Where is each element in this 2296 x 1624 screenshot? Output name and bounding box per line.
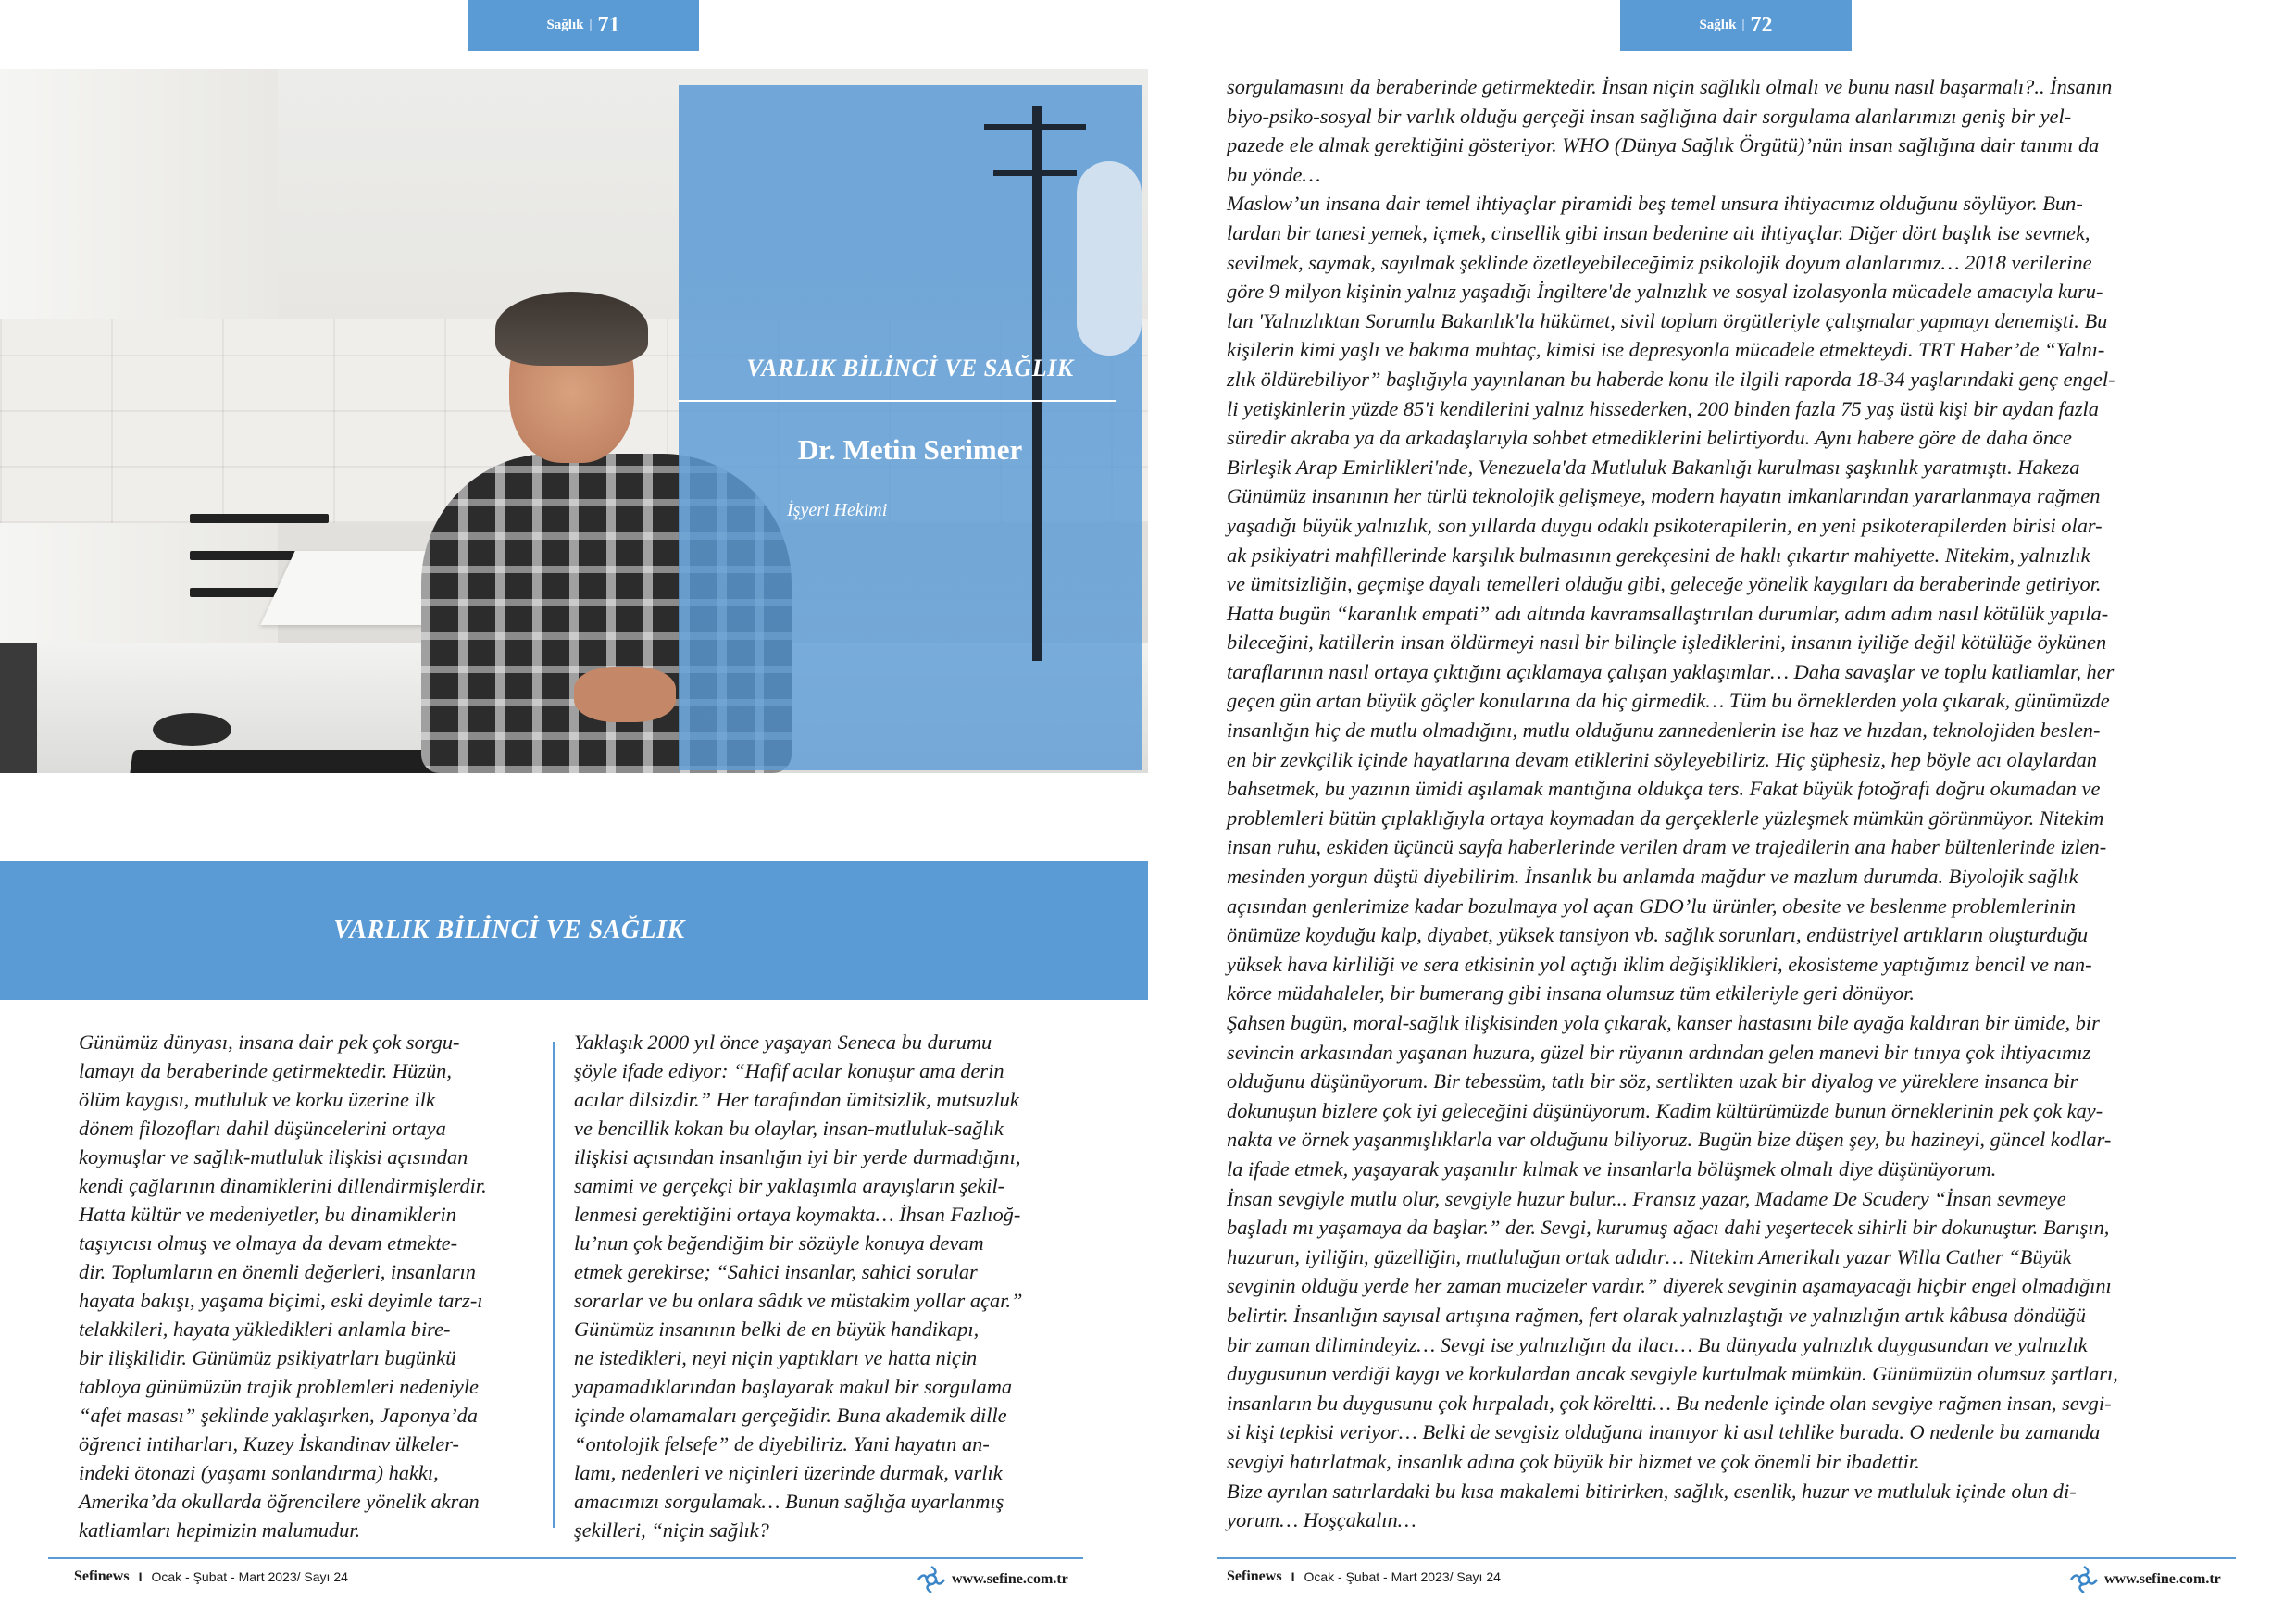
text-line: dokunuşun bizlere çok iyi geleceğini düşünüyorum. Kadim kültürümüzde bunun örneklerinin pek çok kay- (1227, 1098, 2103, 1122)
text-line: mesinden yorgun düştü diyebilirim. İnsanlık bu anlamda mağdur ve mazlum durumda. Biyolojik sağlık (1227, 865, 2078, 889)
text-line: Hatta bugün “karanlık empati” adı altında kavramsallaştırılan durumlar, adım adım nasıl kötülük yapıla- (1227, 601, 2109, 625)
author-name: Dr. Metin Serimer (797, 433, 1023, 466)
article-title-banner (0, 861, 1148, 1000)
text-line: İnsan sevgiyle mutlu olur, sevgiyle huzur bulur... Fransız yazar, Madame De Scudery “İnsan sevmeye (1227, 1186, 2066, 1210)
page-72 (1148, 0, 2296, 1624)
footer-url[interactable]: www.sefine.com.tr (2104, 1571, 2221, 1587)
body-column-2 (574, 1028, 1079, 1544)
text-line: koymuşlar ve sağlık-mutluluk ilişkisi açısından (79, 1145, 468, 1168)
sefine-logo-icon (2069, 1565, 2099, 1594)
footer-website (917, 1565, 1068, 1594)
text-line: bir zaman dilimindeyiz… Sevgi ise yalnızlığın da ilacı… Bu dünyada yalnızlık duygusundan ve yalnızlık (1227, 1332, 2088, 1356)
footer-website (2069, 1565, 2221, 1594)
text-line: katliamları hepimizin malumudur. (79, 1518, 361, 1542)
text-line: ne istedikleri, neyi niçin yaptıkları ve hatta niçin (574, 1346, 978, 1369)
footer-rule (48, 1557, 1083, 1559)
text-line: Şahsen bugün, moral-sağlık ilişkisinden yola çıkarak, kanser hastasını bile ayağa kaldıran bir ümide, bir (1227, 1011, 2100, 1034)
text-line: “afet masası” şeklinde yaklaşırken, Japonya’da (79, 1404, 478, 1427)
text-line: lan 'Yalnızlıktan Sorumlu Bakanlık'la hükümet, sivil toplum örgütleriyle çalışmalar yapmayı denemişti. Bu (1227, 308, 2108, 332)
text-line: ve ümitsizliğin, geçmişe dayalı temelleri olduğu gibi, geleceğe yönelik kaygıları da beraberinde getiriyor. (1227, 572, 2102, 596)
photo-monitor (0, 643, 37, 773)
text-line: yorum… Hoşçakalın… (1227, 1508, 1416, 1532)
text-line: içinde olamamaları gerçeğidir. Buna akademik dille (574, 1404, 1007, 1427)
text-line: insanların bu duygusunu çok hırpaladı, çok köreltti… Bu nedenle içinde olan sevgiye rağmen insan, sevgi- (1227, 1391, 2112, 1415)
footer-separator: I (1291, 1569, 1295, 1584)
footer-rule (1217, 1557, 2236, 1559)
text-line: kendi çağlarının dinamiklerini dillendirmişlerdir. (79, 1174, 487, 1197)
text-line: sevginin olduğu yerde her zaman mucizeler vardır.” diyerek sevginin aşamayacağı hiçbir engel olmadığını (1227, 1274, 2112, 1298)
text-line: li yetişkinlerin yüzde 85'i kendilerini yalnız hissederken, 200 binden fazla 75 yaş üstü kişi bir aydan fazla (1227, 396, 2099, 420)
text-line: yaşadığı büyük yalnızlık, son yıllarda duygu odaklı psikoterapilerin, en yeni psikoterapilerden birisi olar- (1227, 513, 2103, 537)
page-tab-section: Sağlık (546, 18, 584, 32)
text-line: insanlığın hiç de mutlu olmadığını, mutlu olduğunu zannedenlerin ise haz ve hızdan, teknolojiden beslen- (1227, 718, 2101, 743)
text-line: Birleşik Arap Emirlikleri'nde, Venezuela'da Mutluluk Bakanlığı kurulması şaşkınlık yaratmıştı. Hakeza (1227, 455, 2080, 479)
footer-issue (1227, 1568, 1501, 1585)
text-line: acılar dilsizdir.” Her tarafından ümitsizlik, mutsuzluk (574, 1088, 1019, 1111)
text-line: bir ilişkilidir. Günümüz psikiyatrları bugünkü (79, 1346, 456, 1369)
text-line: “ontolojik felsefe” de diyebiliriz. Yani hayatın an- (574, 1432, 990, 1455)
column-divider (553, 1042, 555, 1528)
body-column (1227, 72, 2227, 1535)
text-line: lamı, nedenleri ve niçinleri üzerinde durmak, varlık (574, 1461, 1003, 1484)
text-line: açısından genlerimize kadar bozulmaya yol açan GDO’lu ürünler, obesite ve beslenme problemlerinin (1227, 893, 2077, 918)
text-line: sevincin arkasından yaşanan huzura, güzel bir rüyanın ardından gelen manevi bir tınıya çok ihtiyacımız (1227, 1040, 2091, 1064)
author-role: İşyeri Hekimi (787, 500, 888, 520)
text-line: telakkileri, hayata yükledikleri anlamla bire- (79, 1318, 451, 1341)
text-line: Maslow’un insana dair temel ihtiyaçlar piramidi beş temel unsura ihtiyacımız olduğunu söylüyor. Bun- (1227, 192, 2083, 216)
text-line: lardan bir tanesi yemek, içmek, cinsellik gibi insan bedenine ait ihtiyaçlar. Diğer dört başlık ise sevmek, (1227, 220, 2090, 244)
text-line: ölüm kaygısı, mutluluk ve korku üzerine ilk (79, 1088, 435, 1111)
article-title: VARLIK BİLİNCİ VE SAĞLIK (333, 916, 685, 944)
text-line: sevilmek, saymak, sayılmak şeklinde özetleyebileceğimiz psikolojik doyum alanlarımız… 2018 verilerine (1227, 250, 2092, 274)
text-line: öğrenci intiharları, Kuzey İskandinav ülkeler- (79, 1432, 460, 1455)
text-line: Yaklaşık 2000 yıl önce yaşayan Seneca bu durumu (574, 1031, 992, 1054)
text-line: Günümüz dünyası, insana dair pek çok sorgu- (79, 1031, 460, 1054)
text-line: taşıyıcısı olmuş ve olmaya da devam etmekte- (79, 1231, 458, 1255)
page-tab (1620, 0, 1852, 51)
text-line: problemleri bütün çıplaklığıyla ortaya koymadan da gerçeklerle yüzleşmek mümkün görünmüyor. Nitekim (1227, 806, 2104, 830)
text-line: körce müdahaleler, bir bumerang gibi insana olumsuz tüm etkileriyle geri dönüyor. (1227, 981, 1915, 1006)
overlay-divider (679, 400, 1116, 402)
text-line: samimi ve gerçekçi bir yaklaşımla arayışların şekil- (574, 1174, 1005, 1197)
text-line: yüksek hava kirliliği ve sera etkisinin yol açtığı iklim değişiklikleri, ekosisteme yaptığımız bencil ve nan- (1227, 952, 2092, 976)
overlay-article-title: VARLIK BİLİNCİ VE SAĞLIK (746, 355, 1074, 381)
page-number: 71 (597, 13, 620, 37)
text-line: sorgulamasını da beraberinde getirmektedir. İnsan niçin sağlıklı olmalı ve bunu nasıl başarmalı?.. İnsanın (1227, 75, 2113, 98)
text-line: duygusunun verdiği kaygı ve korkulardan ancak sevgiyle kurtulmak mümkün. Günümüzün olumsuz şartları, (1227, 1362, 2118, 1386)
text-line: Günümüz insanının belki de en büyük handikapı, (574, 1318, 980, 1341)
text-line: en bir zevkçilik içinde hayatlarına devam etiklerini söyleyebiliriz. Hiç şüphesiz, hep böyle acı olaylardan (1227, 747, 2097, 771)
text-line: sevgiyi hatırlatmak, insanlık adına çok büyük bir hizmet ve çok önemli bir ibadettir. (1227, 1449, 1920, 1473)
footer-brand: Sefinews (74, 1568, 130, 1584)
photo-title-overlay (679, 85, 1142, 770)
page-tab-separator: | (589, 18, 593, 32)
text-line: indeki ötonazi (yaşamı sonlandırma) hakkı, (79, 1461, 439, 1484)
text-line: nakta ve örnek yaşanmışlıklarla var olduğunu biliyoruz. Bugün bize düşen şey, bu hazineyi, güncel kodlar- (1227, 1128, 2112, 1152)
footer-separator: I (138, 1569, 143, 1584)
text-line: şöyle ifade ediyor: “Hafif acılar konuşur ama derin (574, 1059, 1004, 1082)
sefine-logo-icon (917, 1565, 946, 1594)
text-line: yapamadıklarından başlayarak makul bir sorgulama (574, 1375, 1013, 1398)
page-number: 72 (1750, 13, 1773, 37)
text-line: pazede ele almak gerektiğini gösteriyor. WHO (Dünya Sağlık Örgütü)’nün insan sağlığına dair tanımı da (1227, 133, 2100, 157)
page-tab-separator: | (1741, 18, 1745, 32)
text-line: ak psikiyatri mahfillerinde karşılık bulmasının gerekçesini de haklı çıkartır mahiyette. Nitekim, yalnızlık (1227, 543, 2090, 567)
text-line: biyo-psiko-sosyal bir varlık olduğu gerçeği insan sağlığına dair sorgulama alanlarımızı geniş bir yel- (1227, 104, 2072, 128)
text-line: ve bencillik kokan bu olaylar, insan-mutluluk-sağlık (574, 1117, 1004, 1140)
text-line: lenmesi gerektiğini ortaya koymakta… İhsan Fazlıoğ- (574, 1203, 1021, 1226)
text-line: amacımızı sorgulamak… Bunun sağlığa uyarlanmış (574, 1490, 1004, 1513)
text-line: Hatta kültür ve medeniyetler, bu dinamiklerin (79, 1203, 456, 1226)
footer-issue (74, 1568, 348, 1585)
text-line: geçen gün artan büyük göçler konularına da hiç girmedik… Tüm bu örneklerden yola çıkarak, günümüzde (1227, 689, 2110, 713)
text-line: Amerika’da okullarda öğrencilere yönelik akran (79, 1490, 480, 1513)
text-line: dönem filozofları dahil düşüncelerini ortaya (79, 1117, 446, 1140)
text-line: insan ruhu, eskiden üçüncü sayfa haberlerinde verilen dram ve trajedilerin ana haber bültenlerinde izlen- (1227, 835, 2107, 859)
text-line: başladı mı yaşamaya da başlar.” der. Sevgi, kurumuş ağacı dahi yeşertecek sihirli bir dokunuştur. Barışın, (1227, 1216, 2110, 1240)
page-tab-section: Sağlık (1699, 18, 1737, 32)
photo-coat-rack (1021, 106, 1053, 661)
body-column-1 (79, 1028, 542, 1544)
footer-brand: Sefinews (1227, 1568, 1282, 1584)
text-line: süredir akraba ya da arkadaşlarıyla sohbet etmediklerini belirtiyordu. Aynı habere göre de daha önce (1227, 426, 2072, 450)
footer-issue-date: Ocak - Şubat - Mart 2023/ Sayı 24 (1304, 1569, 1501, 1584)
footer-url[interactable]: www.sefine.com.tr (952, 1571, 1068, 1587)
text-line: önümüze koyduğu kalp, diyabet, yüksek tansiyon vb. sağlık sorunları, endüstriyel artıkların oluşturduğu (1227, 923, 2089, 947)
text-line: bahsetmek, bu yazının ümidi aşılamak mantığına oldukça ters. Fakat büyük fotoğrafı doğru okumadan ve (1227, 777, 2101, 801)
text-line: bu yönde… (1227, 162, 1321, 186)
text-line: lamayı da beraberinde getirmektedir. Hüzün, (79, 1059, 452, 1082)
text-line: lu’nun çok beğendiğim bir sözüyle konuya devam (574, 1231, 984, 1255)
text-line: şekilleri, “niçin sağlık? (574, 1518, 769, 1542)
text-line: Bize ayrılan satırlardaki bu kısa makalemi bitirirken, sağlık, esenlik, huzur ve mutluluk içinde olun di- (1227, 1479, 2077, 1503)
text-line: kişilerin kimi yaşlı ve bakıma muhtaç, kimisi ise depresyonla mücadele etmekteydi. TRT Haber’de “Yalnı- (1227, 338, 2105, 362)
text-line: belirtir. İnsanlığın sayısal artışına rağmen, fert olarak yalnızlaştığı ve yalnızlığın artık kâbusa döndüğü (1227, 1303, 2086, 1327)
text-line: tabloya günümüzün trajik problemleri nedeniyle (79, 1375, 479, 1398)
text-line: la ifade etmek, yaşayarak yaşanılır kılmak ve insanlarla bölüşmek olmalı diye düşünüyorum. (1227, 1156, 1997, 1181)
photo-mouse (153, 713, 231, 746)
text-line: taraflarının nasıl ortaya çıktığını açıklamaya çalışan yaklaşımlar… Daha savaşlar ve toplu katliamlar, her (1227, 659, 2115, 683)
text-line: bileceğini, katillerin insan öldürmeyi nasıl bir bilinçle işlediklerini, insanın iyiliğe değil kötülüğe öykünen (1227, 631, 2107, 655)
text-line: Günümüz insanının her türlü teknolojik gelişmeye, modern hayatın imkanlarından yararlanmaya rağmen (1227, 484, 2101, 508)
text-line: ilişkisi açısından insanlığın iyi bir yerde durmadığını, (574, 1145, 1021, 1168)
text-line: sorarlar ve bu onlara sâdık ve müstakim yollar açar.” (574, 1289, 1023, 1312)
text-line: etmek gerekirse; “Sahici insanlar, sahici sorular (574, 1260, 978, 1283)
text-line: hayata bakışı, yaşama biçimi, eski deyimle tarz-ı (79, 1289, 483, 1312)
text-line: zlık öldürebiliyor” başlığıyla yayınlanan bu haberde konu ile ilgili raporda 18-34 yaşlarındaki genç engel- (1227, 367, 2115, 391)
footer-issue-date: Ocak - Şubat - Mart 2023/ Sayı 24 (151, 1569, 348, 1584)
text-line: huzurun, iyiliğin, güzelliğin, mutluluğun ortak adıdır… Nitekim Amerikalı yazar Willa Cather “Büyük (1227, 1244, 2072, 1268)
text-line: olduğunu düşünüyorum. Bir tebessüm, tatlı bir söz, sertlikten uzak bir diyalog ve yüreklere insanca bir (1227, 1069, 2078, 1093)
text-line: dir. Toplumların en önemli değerleri, insanların (79, 1260, 476, 1283)
text-line: si kişi tepkisi veriyor… Belki de sevgisiz olduğuna inanıyor ki asıl tehlike burada. O nedenle bu zamanda (1227, 1420, 2101, 1444)
text-line: göre 9 milyon kişinin yalnız yaşadığı İngiltere'de yalnızlık ve sosyal izolasyonla mücadele amacıyla kuru- (1227, 280, 2103, 304)
page-tab (468, 0, 699, 51)
